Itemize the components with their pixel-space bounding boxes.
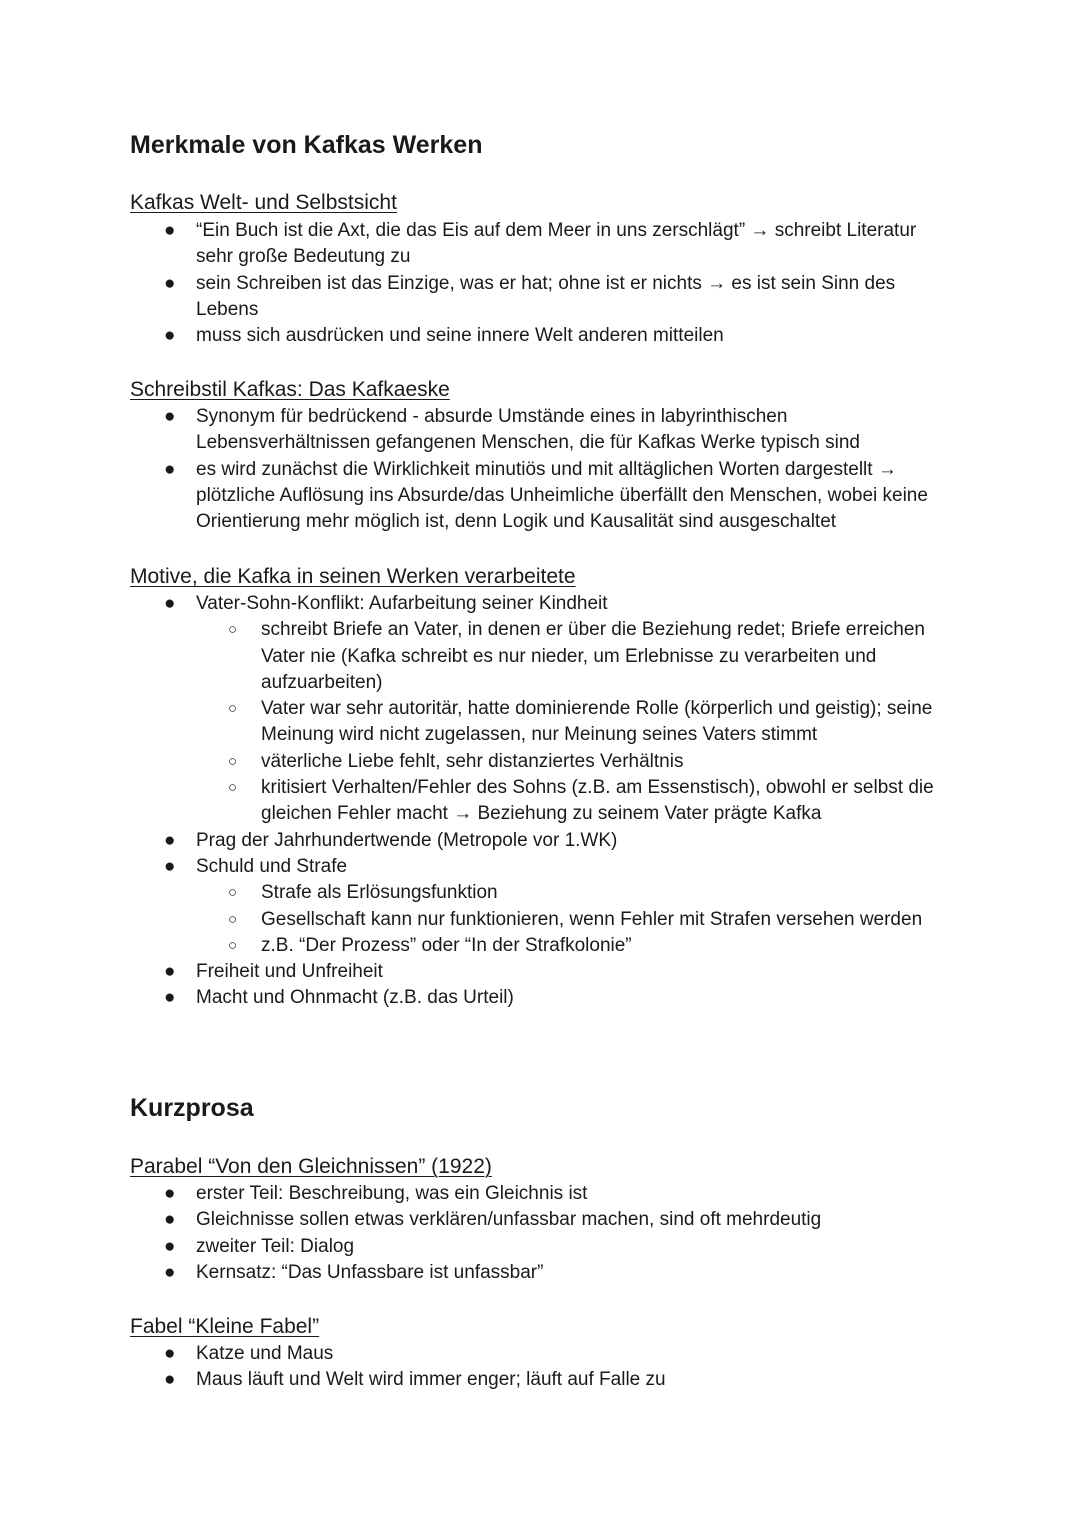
bullet-hollow: ○	[228, 936, 238, 954]
list-item: ○ kritisiert Verhalten/Fehler des Sohns (z.B. am Essenstisch), obwohl er selbst die gleichen Fehler macht → Beziehung zu seinem Vater prägte Kafka	[228, 777, 934, 825]
bullet-filled: ●	[164, 325, 176, 347]
list-item: ○ Vater war sehr autoritär, hatte dominierende Rolle (körperlich und geistig); seine Meinung wird nicht zugelassen, nur Meinung seines Vaters stimmt	[228, 698, 933, 746]
bullet-hollow: ○	[228, 700, 238, 718]
list-item: ○ väterliche Liebe fehlt, sehr distanziertes Verhältnis	[130, 749, 950, 775]
bullet-filled: ●	[164, 458, 176, 480]
list-item: ● Freiheit und Unfreiheit	[130, 959, 950, 985]
list-kleine-fabel	[130, 1341, 950, 1394]
list-item: ● Katze und Maus	[130, 1341, 950, 1367]
list-item: ● Kernsatz: “Das Unfassbare ist unfassbar”	[130, 1260, 950, 1286]
bullet-hollow: ○	[228, 910, 238, 928]
bullet-filled: ●	[164, 406, 176, 427]
section-title-kurzprosa: Kurzprosa	[130, 1094, 254, 1122]
subsection-heading-kleine-fabel: Fabel “Kleine Fabel”	[130, 1315, 320, 1338]
list-item: ○ Gesellschaft kann nur funktionieren, wenn Fehler mit Strafen versehen werden	[130, 907, 950, 933]
bullet-hollow: ○	[228, 752, 238, 770]
list-item: ● muss sich ausdrücken und seine innere Welt anderen mitteilen	[130, 323, 950, 349]
bullet-filled: ●	[164, 220, 176, 241]
subsection-heading-welt-selbstsicht: Kafkas Welt- und Selbstsicht	[130, 191, 397, 214]
bullet-filled: ●	[164, 829, 176, 851]
bullet-filled: ●	[164, 1235, 176, 1257]
list-item: ○ schreibt Briefe an Vater, in denen er über die Beziehung redet; Briefe erreichen Vater nie (Kafka schreibt es nur nieder, um Erlebnisse zu verarbeiten und aufzuarbeiten)	[228, 619, 925, 693]
list-item: ● “Ein Buch ist die Axt, die das Eis auf dem Meer in uns zerschlägt” → schreibt Literatur sehr große Bedeutung zu	[164, 220, 917, 268]
list-item: ● Schuld und Strafe	[130, 854, 950, 880]
list-schreibstil	[130, 404, 950, 535]
bullet-filled: ●	[164, 987, 176, 1009]
list-item: ● es wird zunächst die Wirklichkeit minutiös und mit alltäglichen Worten dargestellt → plötzliche Auflösung ins Absurde/das Unheimliche überfällt den Menschen, wobei keine Orientierung mehr möglich ist, denn Logik und Kausalität sind ausgeschaltet	[164, 458, 928, 533]
bullet-filled: ●	[164, 1369, 176, 1391]
bullet-filled: ●	[164, 1261, 176, 1283]
bullet-filled: ●	[164, 1209, 176, 1231]
bullet-hollow: ○	[228, 621, 238, 639]
subsection-heading-motive: Motive, die Kafka in seinen Werken verarbeitete	[130, 565, 576, 588]
list-item: ● Gleichnisse sollen etwas verklären/unfassbar machen, sind oft mehrdeutig	[130, 1207, 950, 1233]
bullet-hollow: ○	[228, 884, 238, 902]
list-item: ● Macht und Ohnmacht (z.B. das Urteil)	[130, 985, 950, 1011]
list-item: ● Maus läuft und Welt wird immer enger; läuft auf Falle zu	[130, 1367, 950, 1393]
list-motive	[130, 591, 950, 1012]
bullet-filled: ●	[164, 1343, 176, 1364]
subsection-heading-gleichnisse: Parabel “Von den Gleichnissen” (1922)	[130, 1155, 492, 1178]
list-item: ● sein Schreiben ist das Einzige, was er hat; ohne ist er nichts → es ist sein Sinn des Lebens	[164, 272, 896, 320]
list-item: ○ z.B. “Der Prozess” oder “In der Strafkolonie”	[130, 933, 950, 959]
list-item: ● zweiter Teil: Dialog	[130, 1234, 950, 1260]
bullet-filled: ●	[164, 272, 176, 294]
bullet-filled: ●	[164, 593, 176, 614]
bullet-hollow: ○	[228, 779, 238, 797]
list-gleichnisse	[130, 1181, 950, 1286]
subsection-heading-schreibstil: Schreibstil Kafkas: Das Kafkaeske	[130, 378, 450, 401]
bullet-filled: ●	[164, 961, 176, 983]
bullet-filled: ●	[164, 1183, 176, 1204]
list-item: ○ Strafe als Erlösungsfunktion	[130, 880, 950, 906]
section-title-merkmale: Merkmale von Kafkas Werken	[130, 131, 483, 159]
list-welt-selbstsicht	[130, 218, 950, 349]
list-item: ● Prag der Jahrhundertwende (Metropole vor 1.WK)	[130, 828, 950, 854]
list-item: ● Vater-Sohn-Konflikt: Aufarbeitung seiner Kindheit	[130, 591, 950, 617]
list-item: ● erster Teil: Beschreibung, was ein Gleichnis ist	[130, 1181, 950, 1207]
bullet-filled: ●	[164, 855, 176, 877]
list-item: ● Synonym für bedrückend - absurde Umstände eines in labyrinthischen Lebensverhältnissen gefangenen Menschen, die für Kafkas Werke typisch sind	[164, 406, 860, 454]
